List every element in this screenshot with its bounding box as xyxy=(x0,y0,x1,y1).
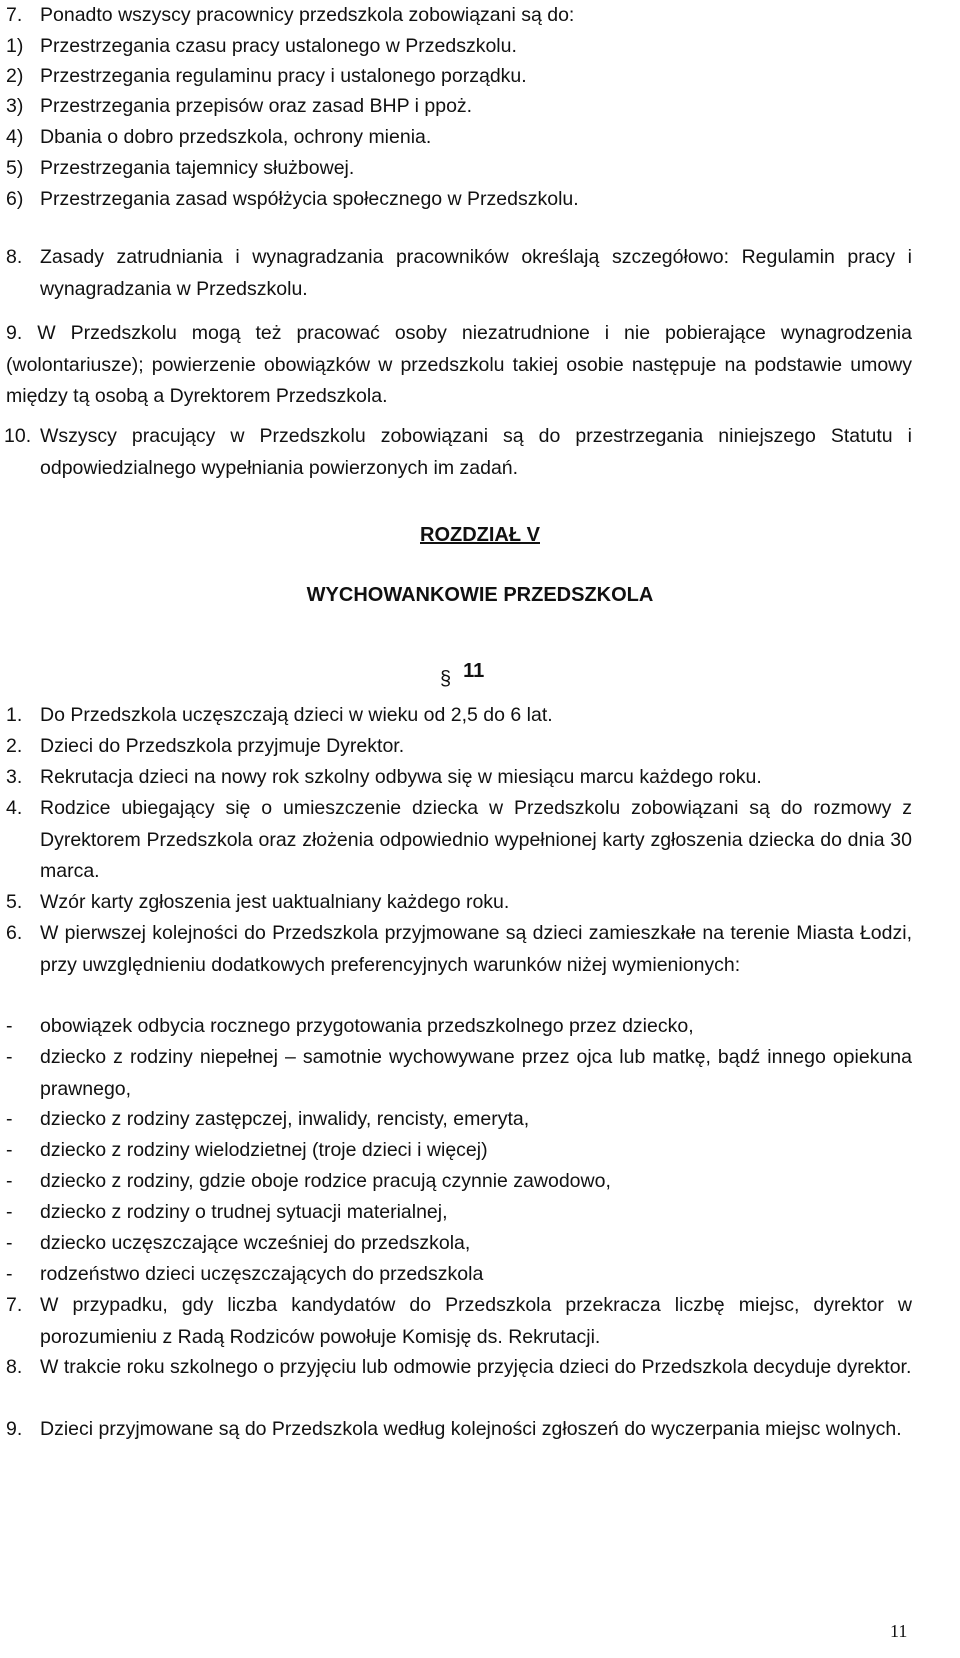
item-dash: - xyxy=(6,1201,13,1223)
item-number: 3. xyxy=(6,766,23,788)
section-heading xyxy=(440,656,485,690)
item-number: 5. xyxy=(6,891,23,913)
item-dash: - xyxy=(6,1232,13,1254)
item-text: Przestrzegania regulaminu pracy i ustalonego porządku. xyxy=(40,65,527,87)
page-number: 11 xyxy=(890,1621,908,1641)
item-text: rodzeństwo dzieci uczęszczających do przedszkola xyxy=(40,1263,484,1285)
item-number: 8. xyxy=(6,1356,23,1378)
chapter-title xyxy=(0,520,960,550)
item-text: W trakcie roku szkolnego o przyjęciu lub odmowie przyjęcia dzieci do Przedszkola decyduje dyrektor. xyxy=(40,1356,912,1378)
item-number: 1) xyxy=(6,35,24,57)
item-text: Zasady zatrudniania i wynagradzania pracowników określają szczegółowo: Regulamin pracy i wynagradzania w Przedszkolu. xyxy=(40,246,912,300)
item-number: 5) xyxy=(6,157,24,179)
item-number: 7. xyxy=(6,4,23,26)
item-dash: - xyxy=(6,1139,13,1161)
item-text: Rekrutacja dzieci na nowy rok szkolny odbywa się w miesiącu marcu każdego roku. xyxy=(40,766,762,788)
item-text: dziecko z rodziny o trudnej sytuacji materialnej, xyxy=(40,1201,448,1223)
chapter-subtitle: WYCHOWANKOWIE PRZEDSZKOLA xyxy=(306,584,654,606)
item-dash: - xyxy=(6,1015,13,1037)
item-text: dziecko z rodziny wielodzietnej (troje dzieci i więcej) xyxy=(40,1139,488,1161)
item-dash: - xyxy=(6,1046,13,1068)
item-dash: - xyxy=(6,1108,13,1130)
item-text: Wszyscy pracujący w Przedszkolu zobowiązani są do przestrzegania niniejszego Statutu i odpowiedzialnego wypełniania powierzonych im zadań. xyxy=(40,425,912,479)
item-number: 4) xyxy=(6,126,24,148)
item-text: Przestrzegania przepisów oraz zasad BHP i ppoż. xyxy=(40,95,473,117)
item-text: Dzieci do Przedszkola przyjmuje Dyrektor. xyxy=(40,735,405,757)
item-text: Do Przedszkola uczęszczają dzieci w wieku od 2,5 do 6 lat. xyxy=(40,704,553,726)
chapter-title-text: ROZDZIAŁ V xyxy=(420,524,540,546)
item-text: Dbania o dobro przedszkola, ochrony mienia. xyxy=(40,126,432,148)
item-number: 6. xyxy=(6,922,23,944)
item-text: dziecko z rodziny niepełnej – samotnie wychowywane przez ojca lub matkę, bądź innego opiekuna prawnego, xyxy=(40,1046,912,1100)
item-text: W przypadku, gdy liczba kandydatów do Przedszkola przekracza liczbę miejsc, dyrektor w porozumieniu z Radą Rodziców powołuje Komisję ds. Rekrutacji. xyxy=(40,1294,912,1348)
paragraph-9: 9. W Przedszkolu mogą też pracować osoby niezatrudnione i nie pobierające wynagrodzenia (wolontariusze); powierzenie obowiązków w przedszkolu takiej osobie następuje na podstawie umowy między tą osobą a Dyrektorem Przedszkola. xyxy=(6,322,912,407)
item-number: 7. xyxy=(6,1294,23,1316)
section-number: 11 xyxy=(463,660,485,682)
item-number: 2. xyxy=(6,735,23,757)
item-text: W pierwszej kolejności do Przedszkola przyjmowane są dzieci zamieszkałe na terenie Miasta Łodzi, przy uwzględnieniu dodatkowych preferencyjnych warunków niżej wymienionych: xyxy=(40,922,912,976)
item-text: Ponadto wszyscy pracownicy przedszkola zobowiązani są do: xyxy=(40,4,575,26)
item-dash: - xyxy=(6,1263,13,1285)
item-number: 9. xyxy=(6,1418,23,1440)
item-text: dziecko uczęszczające wcześniej do przedszkola, xyxy=(40,1232,471,1254)
item-text: Przestrzegania tajemnicy służbowej. xyxy=(40,157,355,179)
item-text: obowiązek odbycia rocznego przygotowania przedszkolnego przez dziecko, xyxy=(40,1015,694,1037)
item-number: 2) xyxy=(6,65,24,87)
item-dash: - xyxy=(6,1170,13,1192)
item-number: 4. xyxy=(6,797,23,819)
item-number: 3) xyxy=(6,95,24,117)
item-text: Dzieci przyjmowane są do Przedszkola według kolejności zgłoszeń do wyczerpania miejsc wolnych. xyxy=(40,1418,902,1440)
item-number: 1. xyxy=(6,704,23,726)
item-number: 6) xyxy=(6,188,24,210)
item-number: 8. xyxy=(6,246,23,268)
item-text: Rodzice ubiegający się o umieszczenie dziecka w Przedszkolu zobowiązani są do rozmowy z Dyrektorem Przedszkola oraz złożenia odpowiednio wypełnionej karty zgłoszenia dziecka do dnia 30 marca. xyxy=(40,797,912,882)
section-symbol: § xyxy=(440,668,452,690)
item-text: dziecko z rodziny, gdzie oboje rodzice pracują czynnie zawodowo, xyxy=(40,1170,611,1192)
item-text: Przestrzegania zasad współżycia społecznego w Przedszkolu. xyxy=(40,188,579,210)
item-text: dziecko z rodziny zastępczej, inwalidy, rencisty, emeryta, xyxy=(40,1108,530,1130)
item-text: Przestrzegania czasu pracy ustalonego w Przedszkolu. xyxy=(40,35,517,57)
item-text: Wzór karty zgłoszenia jest uaktualniany każdego roku. xyxy=(40,891,510,913)
item-number: 10. xyxy=(4,425,32,447)
